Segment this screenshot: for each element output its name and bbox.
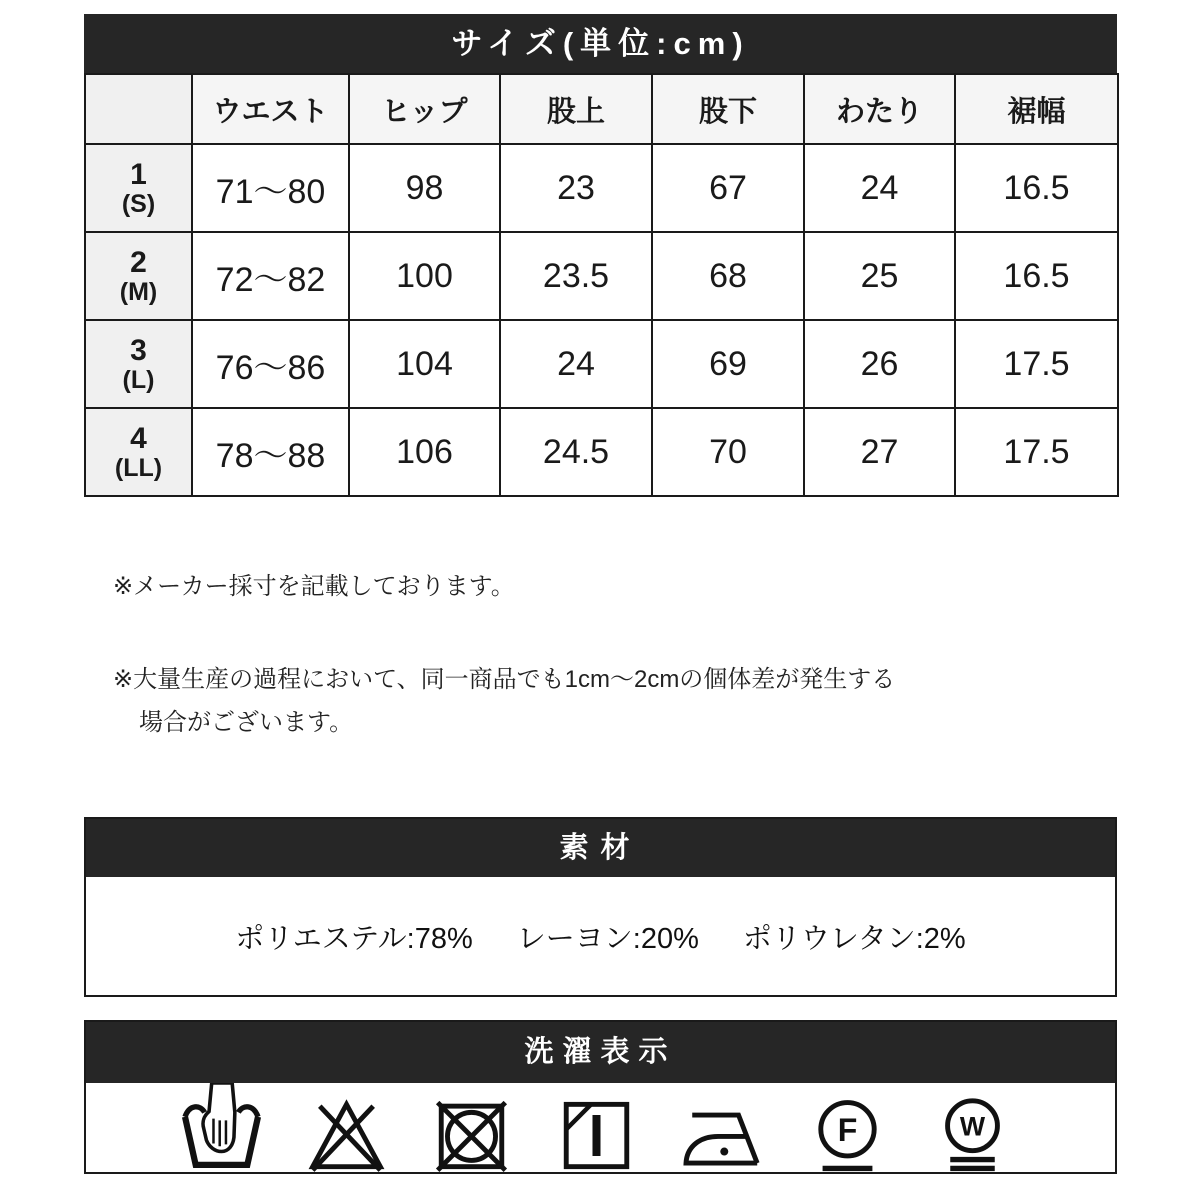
size-table-header-row [85,74,1118,144]
dry-clean-F-icon [800,1083,895,1172]
size-cell: 24 [804,144,955,232]
size-table [84,73,1119,497]
note-maker-measurement: ※メーカー採寸を記載しております。 [113,573,515,600]
line-dry-in-shade-icon [549,1083,644,1172]
size-cell: 23 [500,144,652,232]
size-section-title: サイズ(単位:cm) [84,14,1117,73]
material-item: ポリウレタン:2% [742,922,966,955]
svg-text:W: W [959,1111,986,1142]
material-composition [86,877,1115,995]
size-section [84,14,1117,497]
size-cell: 70 [652,408,804,496]
size-row-header: 1 (S) [85,144,192,232]
size-cell: 17.5 [955,408,1118,496]
iron-low-icon [675,1083,770,1172]
size-cell: 106 [349,408,500,496]
material-item: ポリエステル:78% [235,922,473,955]
size-cell: 100 [349,232,500,320]
wash-section [84,1020,1117,1174]
table-row-size-4 [85,408,1118,496]
col-header-inseam: 股下 [652,74,804,144]
notes [113,572,1073,744]
note-individual-difference: ※大量生産の過程において、同一商品でも1cm〜2cmの個体差が発生する 場合がございます。 [113,666,896,736]
size-cell: 24.5 [500,408,652,496]
size-row-header: 4 (LL) [85,408,192,496]
size-cell: 23.5 [500,232,652,320]
col-header-rise: 股上 [500,74,652,144]
size-cell: 68 [652,232,804,320]
size-cell: 69 [652,320,804,408]
size-cell: 104 [349,320,500,408]
wet-clean-W-icon [925,1083,1020,1172]
hand-wash-icon [174,1083,269,1172]
size-cell: 72〜82 [192,232,349,320]
size-cell: 67 [652,144,804,232]
size-cell: 24 [500,320,652,408]
col-header-hem: 裾幅 [955,74,1118,144]
table-row-size-3 [85,320,1118,408]
col-header-hip: ヒップ [349,74,500,144]
col-header-waist: ウエスト [192,74,349,144]
size-row-header: 3 (L) [85,320,192,408]
corner-cell [85,74,192,144]
material-section [84,817,1117,997]
material-item: レーヨン:20% [516,922,699,955]
size-cell: 78〜88 [192,408,349,496]
col-header-thigh: わたり [804,74,955,144]
do-not-tumble-dry-icon [424,1083,519,1172]
table-row-size-2 [85,232,1118,320]
size-cell: 26 [804,320,955,408]
svg-text:F: F [837,1111,858,1148]
do-not-bleach-icon [299,1083,394,1172]
size-cell: 16.5 [955,232,1118,320]
size-cell: 71〜80 [192,144,349,232]
material-section-title: 素材 [86,819,1115,877]
size-cell: 25 [804,232,955,320]
size-row-header: 2 (M) [85,232,192,320]
size-cell: 76〜86 [192,320,349,408]
size-cell: 27 [804,408,955,496]
size-cell: 98 [349,144,500,232]
table-row-size-1 [85,144,1118,232]
care-symbols-row [86,1083,1115,1172]
size-cell: 17.5 [955,320,1118,408]
wash-section-title: 洗濯表示 [86,1022,1115,1083]
size-cell: 16.5 [955,144,1118,232]
